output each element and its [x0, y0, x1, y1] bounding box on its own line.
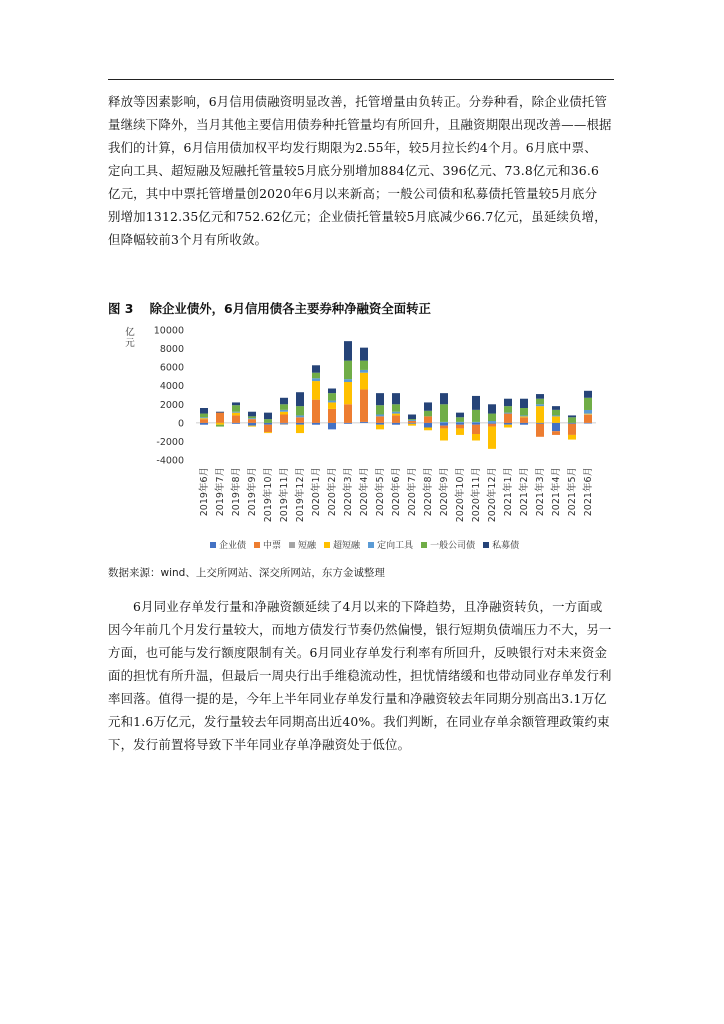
bar-segment: [424, 402, 432, 410]
x-tick-label: 2019年12月: [295, 467, 306, 523]
bar-segment: [536, 423, 544, 424]
bar-segment: [376, 405, 384, 414]
bar-segment: [504, 399, 512, 406]
legend-swatch: [289, 542, 295, 548]
bar-segment: [248, 426, 256, 427]
figure-title: [108, 299, 431, 317]
bar-segment: [584, 414, 592, 415]
bar-segment: [200, 414, 208, 418]
legend-swatch: [483, 542, 489, 548]
bar-segment: [296, 417, 304, 423]
bar-segment: [552, 415, 560, 416]
bar-segment: [216, 412, 224, 413]
bar-segment: [232, 402, 240, 405]
bar-segment: [280, 410, 288, 412]
bar-segment: [584, 391, 592, 398]
bar-segment: [520, 415, 528, 416]
chart-legend: [210, 538, 519, 551]
bar-segment: [504, 413, 512, 414]
bar-segment: [200, 417, 208, 418]
bar-segment: [392, 414, 400, 416]
bar-segment: [344, 341, 352, 361]
bar-segment: [328, 409, 336, 423]
bar-segment: [360, 389, 368, 422]
net-financing-chart: [108, 318, 614, 558]
bar-segment: [264, 425, 272, 432]
text-line: 6月同业存单发行量和净融资额延续了4月以来的下降趋势，且净融资转负，一方面或: [133, 599, 603, 614]
bar-segment: [408, 415, 416, 420]
bar-segment: [584, 410, 592, 414]
bar-segment: [264, 419, 272, 423]
bar-segment: [520, 416, 528, 417]
bar-segment: [552, 416, 560, 423]
bar-segment: [424, 428, 432, 431]
text-line: 定向工具、超短融及短融托管量较5月底分别增加884亿元、396亿元、73.8亿元和36.6: [108, 163, 600, 178]
bar-segment: [456, 422, 464, 423]
bar-segment: [392, 415, 400, 422]
x-tick-label: 2021年1月: [503, 467, 514, 517]
x-tick-label: 2020年4月: [359, 467, 370, 517]
legend-item: [483, 538, 519, 551]
x-tick-label: 2021年5月: [567, 467, 578, 517]
bar-segment: [248, 418, 256, 419]
bar-segment: [568, 423, 576, 424]
bar-segment: [536, 404, 544, 406]
header-rule: [108, 79, 614, 80]
x-tick-label: 2020年1月: [311, 467, 322, 517]
legend-label: 一般公司债: [430, 541, 476, 551]
bar-segment: [312, 381, 320, 400]
bar-segment: [456, 413, 464, 418]
bar-segment: [504, 414, 512, 423]
bar-segment: [552, 406, 560, 410]
bar-segment: [488, 414, 496, 421]
bar-segment: [376, 415, 384, 417]
legend-label: 私募债: [492, 541, 520, 551]
x-tick-label: 2020年11月: [471, 467, 482, 523]
bar-segment: [504, 406, 512, 413]
legend-label: 短融: [298, 541, 317, 551]
bar-segment: [328, 402, 336, 409]
bar-segment: [328, 389, 336, 394]
bar-segment: [280, 404, 288, 410]
x-tick-label: 2020年9月: [439, 467, 450, 517]
legend-item: [324, 538, 360, 551]
x-tick-label: 2020年7月: [407, 467, 418, 517]
bar-segment: [360, 361, 368, 370]
bar-segment: [472, 422, 480, 423]
bar-segment: [344, 361, 352, 380]
bar-segment: [264, 413, 272, 420]
bar-segment: [536, 394, 544, 399]
x-tick-label: 2021年4月: [551, 467, 562, 517]
bar-segment: [248, 412, 256, 417]
x-tick-label: 2020年6月: [391, 467, 402, 517]
y-tick-label: -2000: [156, 436, 184, 448]
bar-segment: [536, 424, 544, 437]
x-tick-label: 2020年10月: [455, 467, 466, 523]
bar-segment: [424, 411, 432, 417]
x-tick-label: 2020年2月: [327, 467, 338, 517]
text-line: 率回落。值得一提的是，今年上半年同业存单发行量和净融资较去年同期分别高出3.1万亿: [108, 691, 607, 706]
legend-swatch: [368, 542, 374, 548]
paragraph-credit-bonds: [108, 90, 614, 251]
bar-segment: [552, 423, 560, 431]
bar-segment: [360, 373, 368, 390]
bar-segment: [280, 398, 288, 405]
legend-item: [421, 538, 475, 551]
y-tick-label: 8000: [159, 344, 184, 356]
x-tick-label: 2019年8月: [231, 467, 242, 517]
bar-segment: [584, 415, 592, 423]
x-tick-label: 2021年3月: [535, 467, 546, 517]
bar-segment: [296, 415, 304, 417]
figure-caption: 除企业债外，6月信用债各主要券种净融资全面转正: [149, 301, 431, 316]
bar-segment: [312, 373, 320, 379]
bar-segment: [520, 408, 528, 415]
bar-segment: [248, 416, 256, 418]
bar-segment: [200, 418, 208, 419]
bar-segment: [520, 423, 528, 425]
bar-segment: [280, 415, 288, 423]
bar-segment: [440, 422, 448, 423]
text-line: 面的担忧有所升温，但最后一周央行出手维稳流动性，担忧情绪缓和也带动同业存单发行利: [108, 668, 612, 683]
bar-segment: [520, 417, 528, 423]
x-tick-label: 2019年7月: [215, 467, 226, 517]
bar-segment: [424, 423, 432, 428]
bar-segment: [472, 410, 480, 422]
x-tick-label: 2020年12月: [487, 467, 498, 523]
bar-segment: [504, 423, 512, 425]
bar-segment: [344, 382, 352, 404]
bar-segment: [264, 423, 272, 425]
bar-segment: [440, 393, 448, 404]
bar-segment: [408, 424, 416, 426]
bar-segment: [344, 423, 352, 424]
bar-segment: [408, 421, 416, 423]
bar-segment: [456, 425, 464, 429]
text-line: 因今年前几个月发行量较大，而地方债发行节奏仍然偏慢，银行短期负债端压力不大，另一: [108, 622, 612, 637]
data-source: 数据来源：wind、上交所网站、深交所网站，东方金诚整理: [108, 567, 385, 579]
y-tick-label: 4000: [159, 381, 184, 393]
text-line: 释放等因素影响，6月信用债融资明显改善，托管增量由负转正。分券种看，除企业债托管: [108, 94, 608, 109]
legend-item: [289, 538, 316, 551]
bar-segment: [232, 413, 240, 416]
bar-segment: [296, 392, 304, 406]
bar-segment: [376, 423, 384, 425]
bar-segment: [488, 424, 496, 427]
bar-segment: [440, 426, 448, 429]
bar-segment: [488, 423, 496, 424]
legend-label: 定向工具: [377, 541, 414, 551]
x-tick-label: 2019年6月: [199, 467, 210, 517]
bar-segment: [232, 405, 240, 412]
bar-segment: [312, 400, 320, 423]
bar-segment: [232, 423, 240, 424]
bar-segment: [488, 421, 496, 423]
bar-segment: [296, 423, 304, 425]
bar-segment: [200, 408, 208, 414]
x-tick-label: 2020年3月: [343, 467, 354, 517]
bar-segment: [472, 423, 480, 425]
bar-segment: [200, 423, 208, 425]
bar-segment: [552, 410, 560, 416]
bar-segment: [376, 416, 384, 423]
bar-segment: [312, 365, 320, 372]
bar-segment: [376, 425, 384, 430]
bar-segment: [312, 378, 320, 381]
bar-segment: [344, 404, 352, 423]
text-line: 但降幅较前3个月有所收敛。: [108, 232, 268, 247]
bar-segment: [408, 419, 416, 420]
x-tick-label: 2019年10月: [263, 467, 274, 523]
x-tick-label: 2019年9月: [247, 467, 258, 517]
x-tick-label: 2021年2月: [519, 467, 530, 517]
bar-segment: [248, 423, 256, 426]
text-line: 别增加1312.35亿元和752.62亿元；企业债托管量较5月底减少66.7亿元，虽延续负增，: [108, 209, 607, 224]
y-tick-label: 2000: [159, 399, 184, 411]
bar-segment: [264, 432, 272, 433]
bar-segment: [520, 399, 528, 408]
bar-segment: [360, 348, 368, 361]
legend-label: 中票: [263, 541, 282, 551]
legend-label: 超短融: [333, 541, 361, 551]
bar-segment: [456, 417, 464, 422]
text-line: 元和1.6万亿元，发行量较去年同期高出近40%。我们判断，在同业存单余额管理政策约束: [108, 714, 610, 729]
y-axis-unit-2: 元: [125, 338, 135, 349]
bar-segment: [392, 423, 400, 425]
bar-segment: [472, 434, 480, 441]
bar-segment: [312, 423, 320, 425]
y-tick-label: 6000: [159, 362, 184, 374]
bar-segment: [488, 404, 496, 413]
x-tick-label: 2020年5月: [375, 467, 386, 517]
text-line: 我们的计算，6月信用债加权平均发行期限为2.55年，较5月拉长约4个月。6月底中票、: [108, 140, 597, 155]
bar-segment: [504, 425, 512, 428]
bar-segment: [216, 413, 224, 423]
y-tick-label: -4000: [156, 455, 184, 467]
legend-item: [368, 538, 413, 551]
bar-segment: [232, 415, 240, 422]
bar-segment: [360, 370, 368, 373]
text-line: 方面，也可能与发行额度限制有关。6月同业存单发行利率有所回升，反映银行对未来资金: [108, 645, 608, 660]
bar-segment: [568, 424, 576, 435]
bar-segment: [296, 406, 304, 415]
bar-segment: [568, 415, 576, 417]
bar-segment: [360, 422, 368, 423]
bar-segment: [568, 435, 576, 440]
bar-segment: [328, 393, 336, 400]
bar-segment: [440, 404, 448, 422]
bar-segment: [536, 406, 544, 423]
bar-segment: [200, 419, 208, 423]
legend-label: 企业债: [219, 541, 247, 551]
bar-segment: [488, 427, 496, 449]
legend-swatch: [421, 542, 427, 548]
text-line: 亿元，其中中票托管增量创2020年6月以来新高；一般公司债和私募债托管量较5月底分: [108, 186, 598, 201]
bar-segment: [280, 412, 288, 415]
y-tick-label: 10000: [153, 325, 184, 337]
bar-segment: [472, 425, 480, 434]
bar-segment: [408, 420, 416, 421]
bar-segment: [408, 423, 416, 424]
bar-segment: [392, 412, 400, 414]
bar-segment: [568, 417, 576, 423]
y-tick-label: 0: [177, 418, 184, 430]
legend-item: [210, 538, 246, 551]
figure-number: 图 3: [108, 301, 134, 316]
bar-segment: [328, 423, 336, 430]
bar-segment: [376, 393, 384, 405]
bar-segment: [440, 423, 448, 426]
legend-item: [254, 538, 281, 551]
bar-segment: [280, 424, 288, 425]
legend-swatch: [210, 542, 216, 548]
bar-segment: [248, 419, 256, 423]
bar-segment: [216, 425, 224, 427]
bar-segment: [456, 428, 464, 435]
bar-segment: [216, 423, 224, 425]
bar-segment: [296, 425, 304, 433]
bar-segment: [456, 423, 464, 425]
y-axis-unit-1: 亿: [125, 327, 135, 338]
bar-segment: [424, 416, 432, 423]
bar-segment: [232, 412, 240, 413]
bar-segment: [536, 399, 544, 405]
bar-segment: [280, 423, 288, 424]
bar-segment: [552, 431, 560, 435]
bar-segment: [344, 379, 352, 382]
paragraph-ncd: [108, 595, 614, 756]
bar-segment: [328, 401, 336, 403]
bar-segment: [392, 393, 400, 404]
legend-swatch: [254, 542, 260, 548]
bar-segment: [584, 423, 592, 424]
legend-swatch: [324, 542, 330, 548]
x-tick-label: 2021年6月: [583, 467, 594, 517]
x-tick-label: 2020年8月: [423, 467, 434, 517]
x-tick-label: 2019年11月: [279, 467, 290, 523]
text-line: 量继续下降外，当月其他主要信用债券种托管量均有所回升，且融资期限出现改善——根据: [108, 117, 612, 132]
bar-segment: [584, 398, 592, 410]
bar-segment: [472, 396, 480, 410]
bar-segment: [440, 428, 448, 440]
bar-segment: [392, 404, 400, 411]
text-line: 下，发行前置将导致下半年同业存单净融资处于低位。: [108, 737, 411, 752]
